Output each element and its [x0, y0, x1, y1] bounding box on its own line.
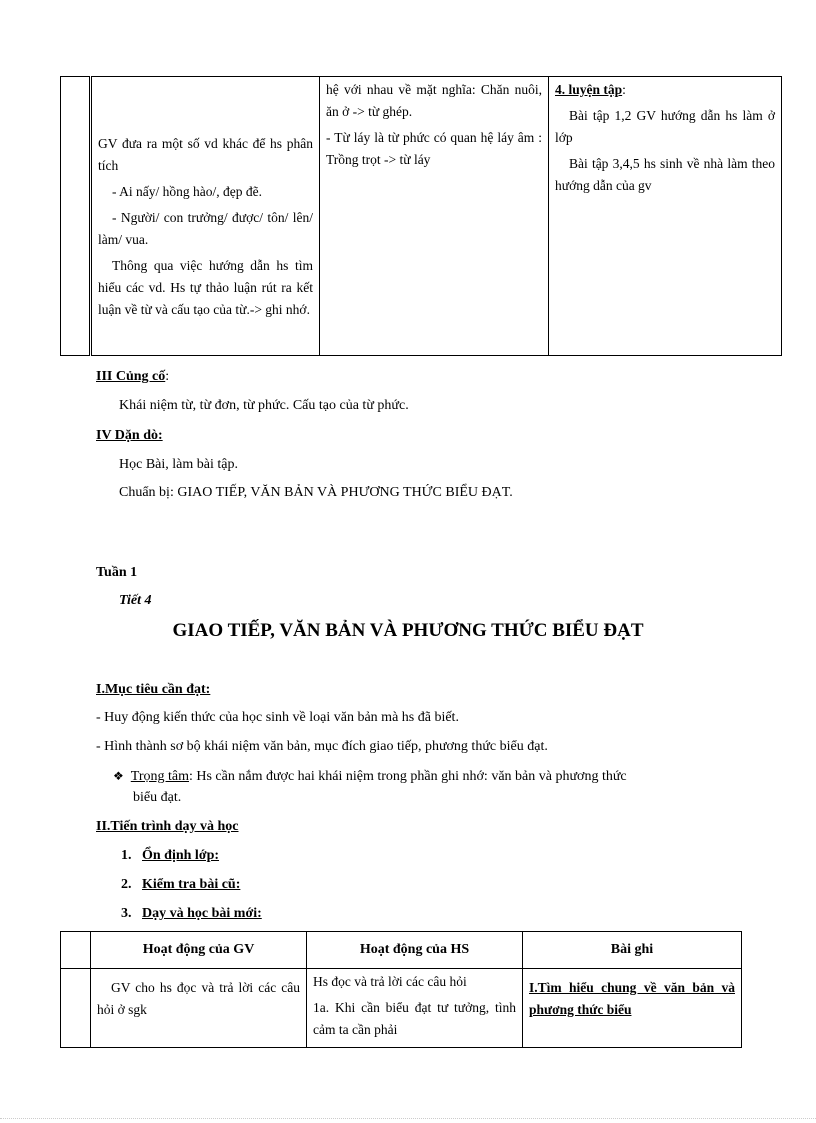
- process-item-3: 3. Dạy và học bài mới:: [121, 906, 262, 921]
- objective-line2: - Hình thành sơ bộ khái niệm văn bản, mục đích giao tiếp, phương thức biểu đạt.: [96, 739, 548, 754]
- week-label: Tuần 1: [96, 565, 138, 580]
- focus-text-cont: biểu đạt.: [133, 790, 182, 805]
- lesson-notes-cell: [549, 77, 782, 356]
- table-stub-cell: [61, 969, 91, 1048]
- practice-p2: Bài tập 3,4,5 hs sinh về nhà làm theo hướng dẫn của gv: [555, 156, 775, 193]
- page-bottom-divider: [0, 1118, 816, 1119]
- diamond-bullet-icon: ❖: [113, 769, 124, 783]
- activity-table: [60, 931, 742, 1048]
- homework-line1: Học Bài, làm bài tập.: [119, 457, 238, 472]
- focus-bullet: [113, 766, 627, 787]
- lesson-title: GIAO TIẾP, VĂN BẢN VÀ PHƯƠNG THỨC BIỂU ĐẠT: [172, 620, 644, 641]
- header-student: Hoạt động của HS: [307, 932, 523, 969]
- practice-p1: Bài tập 1,2 GV hướng dẫn hs làm ở lớp: [555, 108, 775, 145]
- process-item-2: 2. Kiểm tra bài cũ:: [121, 877, 241, 892]
- header-notes: Bài ghi: [523, 932, 742, 969]
- teacher-activity-p4: Thông qua việc hướng dẫn hs tìm hiểu các vd. Hs tự thảo luận rút ra kết luận về từ và cấu tạo của từ.-> ghi nhớ.: [98, 258, 313, 317]
- objectives-heading: I.Mục tiêu cần đạt:: [96, 682, 211, 697]
- teacher-activity-p3: - Người/ con trưởng/ được/ tôn/ lên/ làm/ vua.: [98, 210, 313, 247]
- consolidation-heading: III Củng cố:: [96, 369, 170, 384]
- student-cell-line2: 1a. Khi cần biểu đạt tư tưởng, tình cảm ta cần phải: [313, 1000, 516, 1037]
- student-activity-p2: - Từ láy là từ phức có quan hệ láy âm : Trồng trọt -> từ láy: [326, 130, 542, 167]
- homework-heading: IV Dặn dò:: [96, 428, 163, 443]
- teacher-activity-cell: [91, 77, 320, 356]
- student-cell-line1: Hs đọc và trả lời các câu hỏi: [313, 974, 467, 989]
- notes-cell: [523, 969, 742, 1048]
- header-teacher: Hoạt động của GV: [91, 932, 307, 969]
- homework-line2: Chuẩn bị: GIAO TIẾP, VĂN BẢN VÀ PHƯƠNG THỨC BIỂU ĐẠT.: [119, 485, 513, 500]
- table-stub-column: [61, 77, 91, 356]
- teacher-activity-p1: GV đưa ra một số vd khác để hs phân tích: [98, 136, 313, 173]
- teacher-activity-p2: - Ai nấy/ hồng hào/, đẹp đẽ.: [112, 184, 262, 199]
- practice-heading: 4. luyện tập:: [555, 82, 626, 97]
- objective-line1: - Huy động kiến thức của học sinh về loại văn bản mà hs đã biết.: [96, 710, 459, 725]
- student-activity-p1: hệ với nhau về mặt nghĩa: Chăn nuôi, ăn ở -> từ ghép.: [326, 82, 542, 119]
- notes-cell-heading: I.Tìm hiểu chung về văn bản và phương thức biểu: [529, 980, 735, 1017]
- table-stub-header: [61, 932, 91, 969]
- consolidation-body: Khái niệm từ, từ đơn, từ phức. Cấu tạo của từ phức.: [119, 398, 409, 413]
- focus-label: Trọng tâm: [130, 769, 189, 784]
- period-label: Tiết 4: [119, 593, 152, 608]
- lesson-table-continued: [60, 76, 782, 356]
- teacher-cell: [91, 969, 307, 1048]
- student-activity-cell: [320, 77, 549, 356]
- student-cell: [307, 969, 523, 1048]
- teacher-cell-text: GV cho hs đọc và trả lời các câu hỏi ở sgk: [97, 980, 300, 1017]
- process-item-1: 1. Ổn định lớp:: [121, 848, 220, 863]
- focus-text: : Hs cần nắm được hai khái niệm trong phần ghi nhớ: văn bản và phương thức: [188, 769, 627, 784]
- process-heading: II.Tiến trình dạy và học: [96, 819, 239, 834]
